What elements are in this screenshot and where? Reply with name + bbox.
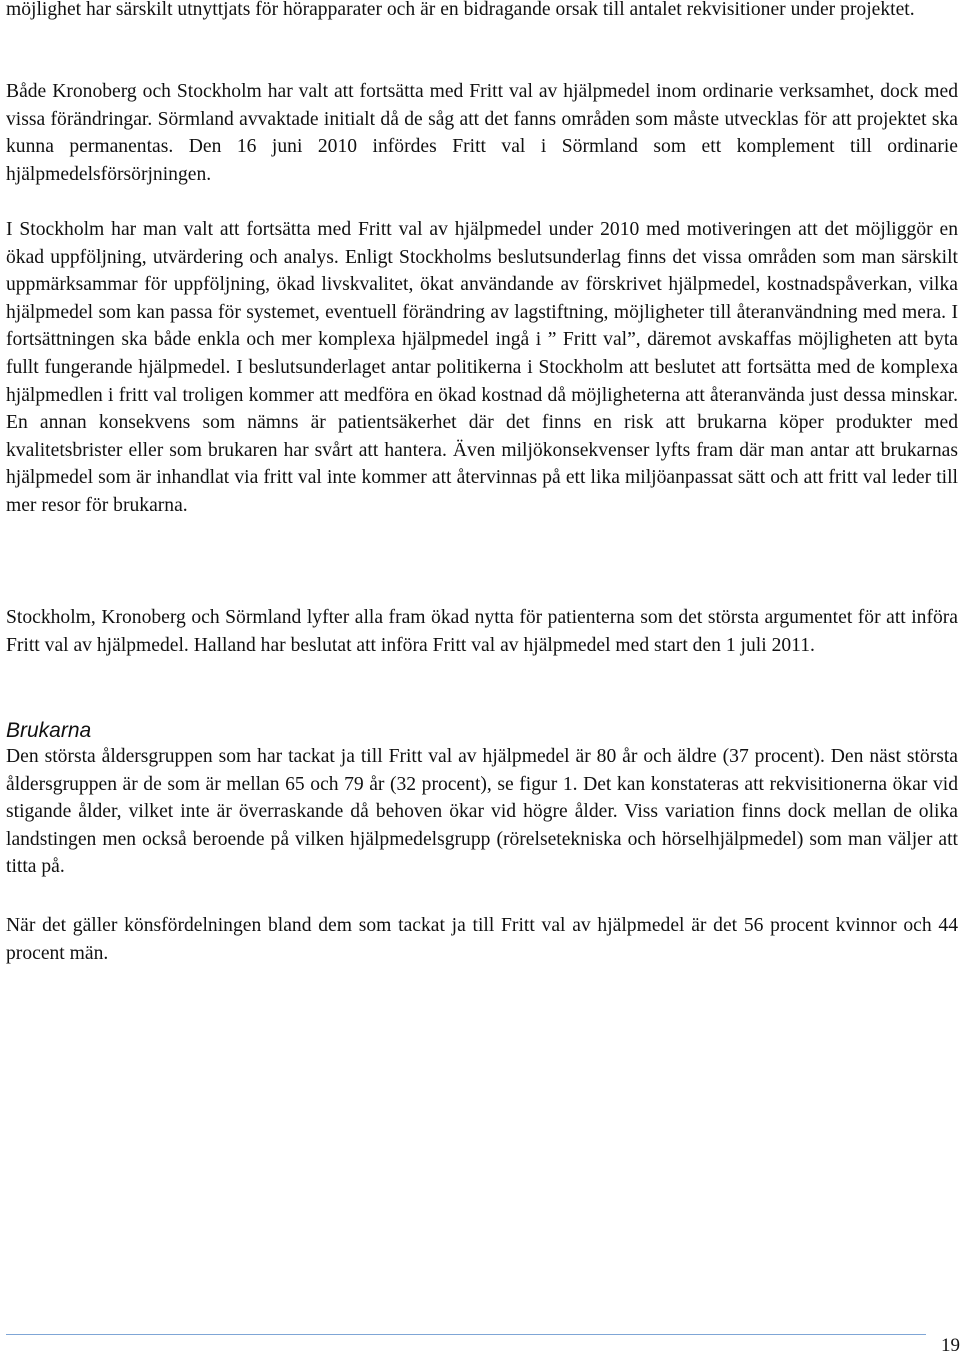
footer-rule xyxy=(6,1334,926,1335)
paragraph-stockholm-decision: I Stockholm har man valt att fortsätta med Fritt val av hjälpmedel under 2010 med motiveringen att det möjliggör en ökad uppföljning, utvärdering och analys. Enligt Stockholms beslutsunderlag finns det vissa områden som man särskilt uppmärksammar för uppföljning, ökad livskvalitet, ökat användande av förskrivet hjälpmedel, kostnadspåverkan, vilka hjälpmedel som kan passa för systemet, eventuell förändring av lagstiftning, möjligheter till återanvändning med mera. I fortsättningen ska både enkla och mer komplexa hjälpmedel ingå i ” Fritt val”, däremot avskaffas möjligheten att byta fullt fungerande hjälpmedel. I beslutsunderlaget antar politikerna i Stockholm att beslutet att fortsätta med de komplexa hjälpmedlen i fritt val troligen kommer att medföra en ökad kostnad då möjligheterna att återanvända just dessa minskar. En annan konsekvens som nämns är patientsäkerhet där det finns en risk att brukarna köper produkter med kvalitetsbrister eller som brukaren har svårt att hantera. Även miljökonsekvenser lyfts fram där man antar att brukarnas hjälpmedel som är inhandlat via fritt val inte kommer att återvinnas på ett lika miljöanpassat sätt och att fritt val leder till mer resor för brukarna. xyxy=(6,219,958,516)
section-heading: Brukarna xyxy=(6,719,92,742)
paragraph-age-groups: Den största åldersgruppen som har tackat ja till Fritt val av hjälpmedel är 80 år och äldre (37 procent). Den näst största åldersgruppen är de som är mellan 65 och 79 år (32 procent), se figur 1. Det kan konstateras att rekvisitionerna ökar vid stigande ålder, vilket inte är överraskande då behoven ökar vid högre ålder. Viss variation finns dock mellan de olika landstingen men också beroende på vilken hjälpmedelsgrupp (rörelsetekniska och hörselhjälpmedel) som man väljer att titta på. xyxy=(6,746,958,878)
paragraph-hearing-aids: möjlighet har särskilt utnyttjats för hörapparater och är en bidragande orsak till antalet rekvisitioner under projektet. xyxy=(6,0,915,20)
paragraph-kronoberg-stockholm: Både Kronoberg och Stockholm har valt att fortsätta med Fritt val av hjälpmedel inom ordinarie verksamhet, dock med vissa förändringar. Sörmland avvaktade initialt då de såg att det fanns områden som måste utvecklas för att projektet ska kunna permanentas. Den 16 juni 2010 infördes Fritt val i Sörmland som ett komplement till ordinarie hjälpmedelsförsörjningen. xyxy=(6,81,958,185)
paragraph-patient-benefit: Stockholm, Kronoberg och Sörmland lyfter alla fram ökad nytta för patienterna som det största argumentet för att införa Fritt val av hjälpmedel. Halland har beslutat att införa Fritt val av hjälpmedel med start den 1 juli 2011. xyxy=(6,607,958,656)
paragraph-gender-distribution: När det gäller könsfördelningen bland dem som tackat ja till Fritt val av hjälpmedel är det 56 procent kvinnor och 44 procent män. xyxy=(6,915,958,964)
page-number: 19 xyxy=(941,1335,960,1356)
